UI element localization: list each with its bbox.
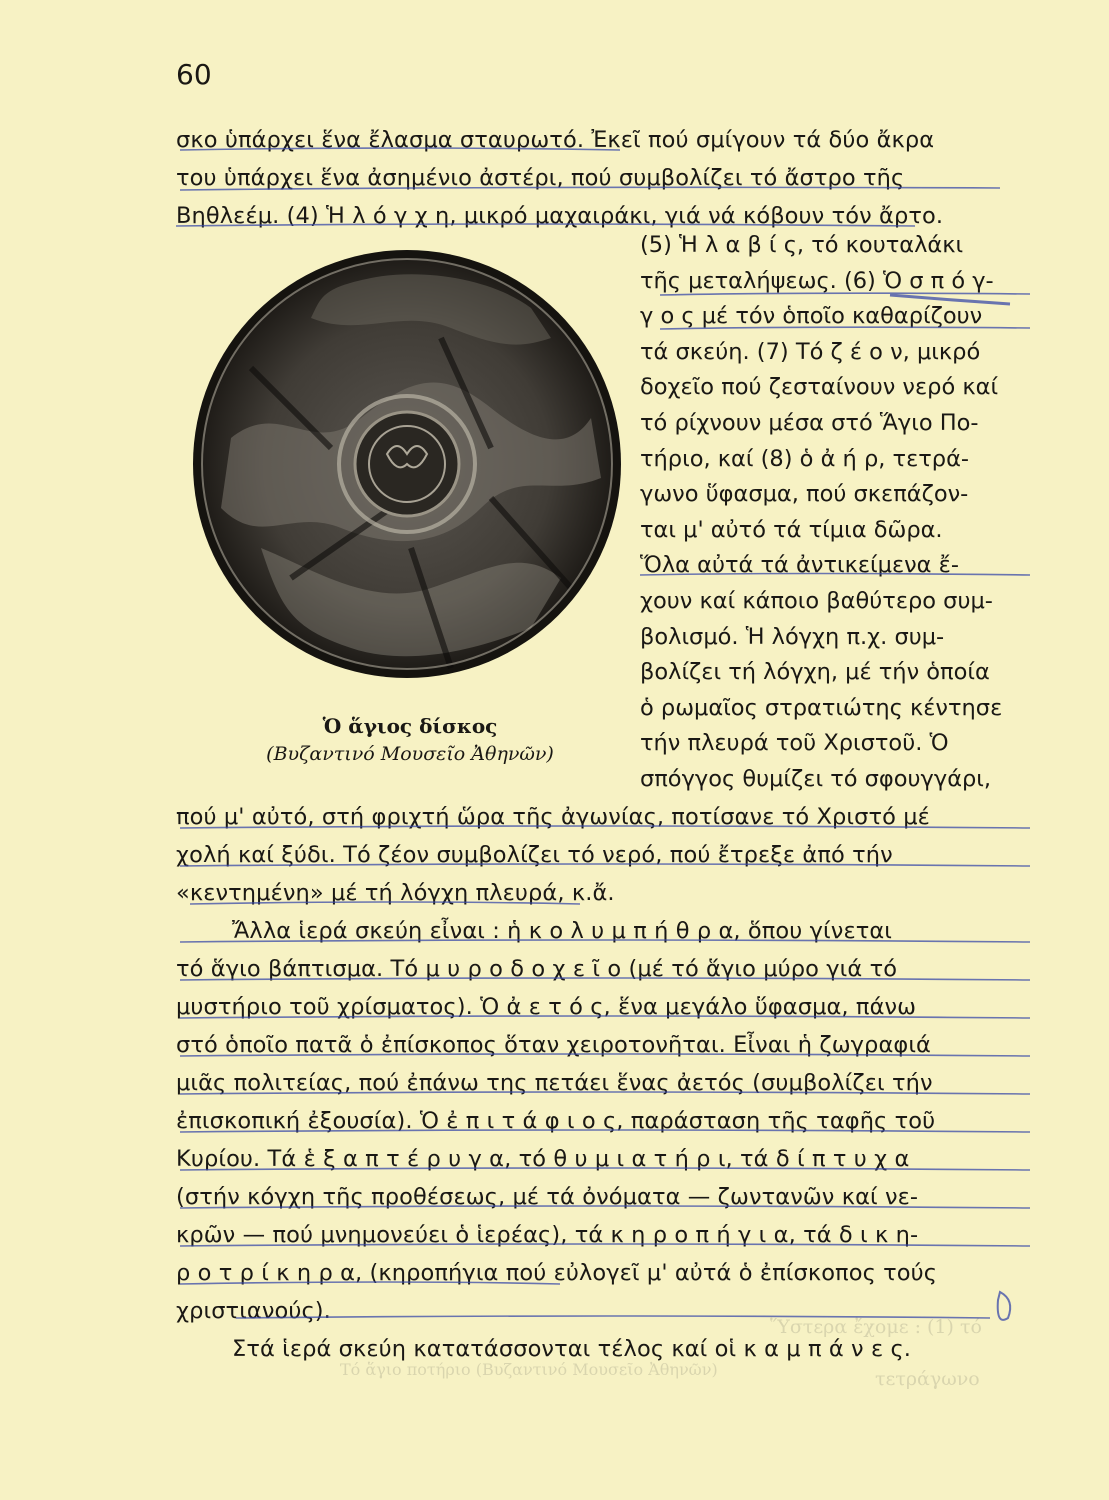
text-line: δοχεῖο πού ζεσταίνουν νερό καί xyxy=(640,374,999,401)
text-line: τῆς μεταλήψεως. (6) Ὁ σ π ό γ- xyxy=(640,267,994,294)
text-line: Ἄλλα ἱερά σκεύη εἶναι : ἡ κ ο λ υ μ π ή θ ρ α, ὅπου γίνεται xyxy=(232,918,892,944)
text-line: τήν πλευρά τοῦ Χριστοῦ. Ὁ xyxy=(640,730,949,757)
text-line: χουν καί κάποιο βαθύτερο συμ- xyxy=(640,587,993,614)
text-line: μιᾶς πολιτείας, πού ἐπάνω της πετάει ἕνας ἀετός (συμβολίζει τήν xyxy=(176,1070,933,1096)
text-line: (5) Ἡ λ α β ί ς, τό κουταλάκι xyxy=(640,232,964,258)
text-line: Κυρίου. Τά ἑ ξ α π τ έ ρ υ γ α, τό θ υ μ ι α τ ή ρ ι, τά δ ί π τ υ χ α xyxy=(176,1146,910,1172)
text-line: πού μ' αὐτό, στή φριχτή ὥρα τῆς ἀγωνίας, ποτίσανε τό Χριστό μέ xyxy=(176,804,930,830)
text-line: χολή καί ξύδι. Τό ζέον συμβολίζει τό νερό, πού ἔτρεξε ἀπό τήν xyxy=(176,842,893,868)
text-line: τό ρίχνουν μέσα στό Ἅγιο Πο- xyxy=(640,409,979,436)
bleed-through-line-1: Ὕστερα ἔχομε : (1) τό xyxy=(770,1316,982,1338)
text-line: βολίζει τή λόγχη, μέ τήν ὁποία xyxy=(640,659,990,686)
text-line: χριστιανούς). xyxy=(176,1298,331,1324)
text-line: μυστήριο τοῦ χρίσματος). Ὁ ἀ ε τ ό ς, ἕνα μεγάλο ὕφασμα, πάνω xyxy=(176,994,917,1020)
text-line: σπόγγος θυμίζει τό σφουγγάρι, xyxy=(640,765,992,792)
bleed-through-line-3: Τό ἅγιο ποτήριο (Βυζαντινό Μουσεῖο Ἀθηνῶν) xyxy=(340,1360,718,1379)
text-line: ται μ' αὐτό τά τίμια δῶρα. xyxy=(640,516,943,543)
text-line: τά σκεύη. (7) Τό ζ έ ο ν, μικρό xyxy=(640,338,981,365)
text-line: «κεντημένη» μέ τή λόγχη πλευρά, κ.ἄ. xyxy=(176,880,615,906)
text-line: σκο ὑπάρχει ἕνα ἔλασμα σταυρωτό. Ἐκεῖ πού σμίγουν τά δύο ἄκρα xyxy=(176,127,935,153)
page-number: 60 xyxy=(176,58,212,91)
caption-source: (Βυζαντινό Μουσεῖο Ἀθηνῶν) xyxy=(266,743,554,765)
text-line: του ὑπάρχει ἕνα ἀσημένιο ἀστέρι, πού συμβολίζει τό ἄστρο τῆς xyxy=(176,165,905,191)
caption-title: Ὁ ἅγιος δίσκος xyxy=(322,714,498,738)
text-line: ρ ο τ ρ ί κ η ρ α, (κηροπήγια πού εὐλογεῖ μ' αὐτά ὁ ἐπίσκοπος τούς xyxy=(176,1260,938,1286)
text-line: στό ὁποῖο πατᾶ ὁ ἐπίσκοπος ὅταν χειροτονῆται. Εἶναι ἡ ζωγραφιά xyxy=(176,1032,931,1058)
text-line: ἐπισκοπική ἐξουσία). Ὁ ἐ π ι τ ά φ ι ο ς, παράσταση τῆς ταφῆς τοῦ xyxy=(176,1108,936,1134)
text-line: τό ἅγιο βάπτισμα. Τό μ υ ρ ο δ ο χ ε ῖ ο (μέ τό ἅγιο μύρο γιά τό xyxy=(176,956,898,982)
bleed-through-line-2: τετράγωνο xyxy=(875,1368,980,1390)
text-line: (στήν κόγχη τῆς προθέσεως, μέ τά ὀνόματα — ζωντανῶν καί νε- xyxy=(176,1184,919,1210)
text-line: Βηθλεέμ. (4) Ἡ λ ό γ χ η, μικρό μαχαιράκι, γιά νά κόβουν τόν ἄρτο. xyxy=(176,203,944,229)
text-line: κρῶν — πού μνημονεύει ὁ ἱερέας), τά κ η ρ ο π ή γ ι α, τά δ ι κ η- xyxy=(176,1222,919,1248)
text-line: Στά ἱερά σκεύη κατατάσσονται τέλος καί οἱ κ α μ π ά ν ε ς. xyxy=(232,1336,912,1362)
text-line: Ὅλα αὐτά τά ἀντικείμενα ἔ- xyxy=(640,552,959,579)
text-line: ὁ ρωμαῖος στρατιώτης κέντησε xyxy=(640,694,1003,721)
text-line: βολισμό. Ἡ λόγχη π.χ. συμ- xyxy=(640,623,945,650)
text-line: τήριο, καί (8) ὁ ἀ ή ρ, τετρά- xyxy=(640,445,970,472)
text-line: γωνο ὕφασμα, πού σκεπάζον- xyxy=(640,481,969,508)
text-line: γ ο ς μέ τόν ὁποῖο καθαρίζουν xyxy=(640,303,983,330)
